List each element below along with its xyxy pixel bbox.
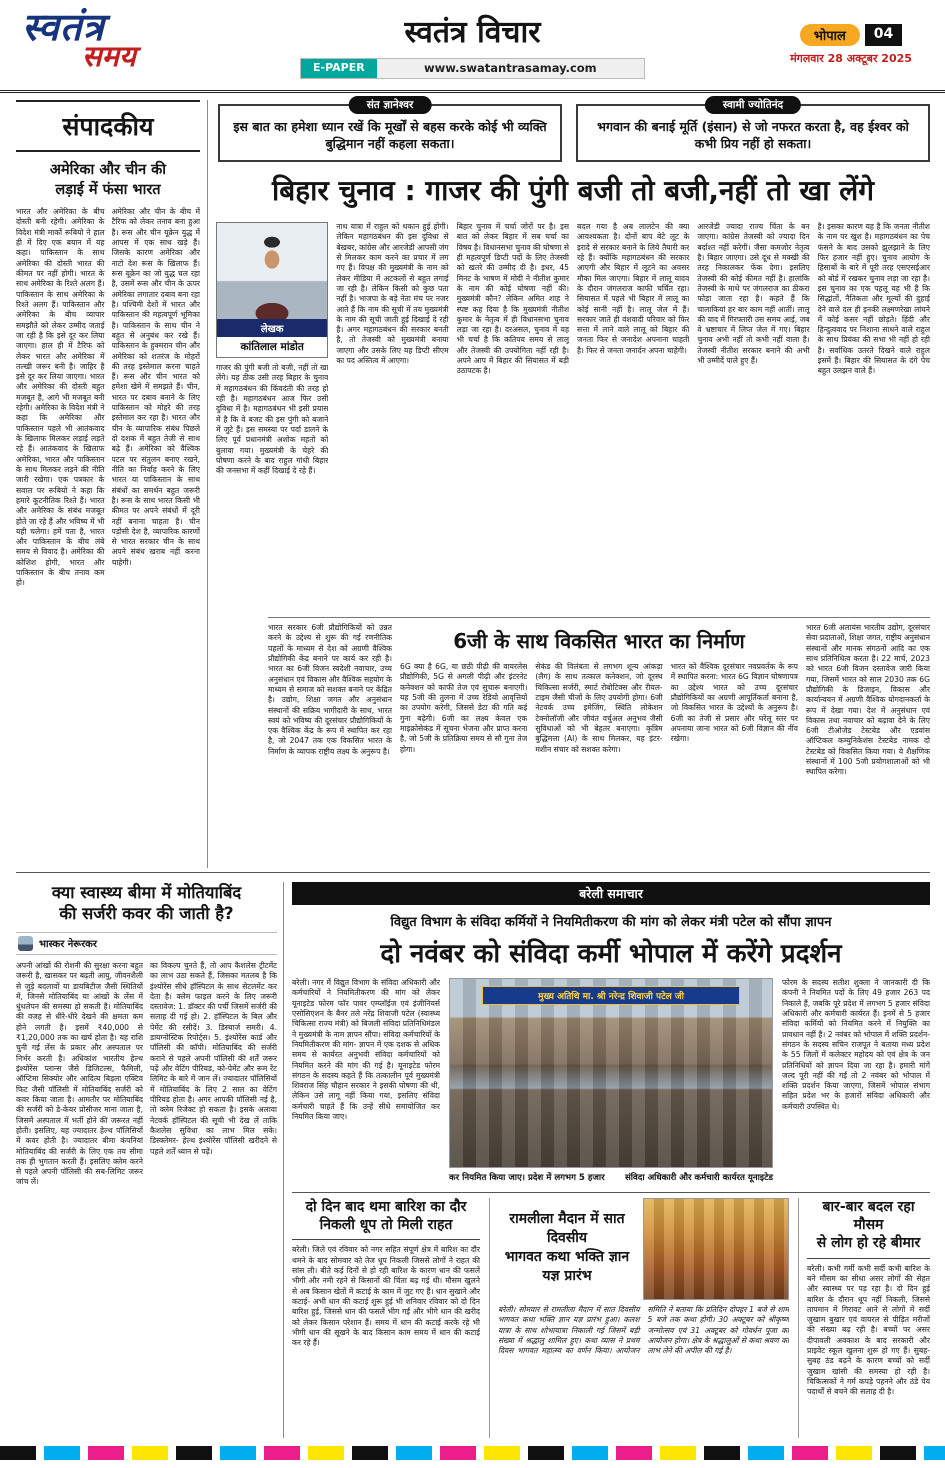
edition-date: मंगलवार 28 अक्टूबर 2025 <box>790 52 912 65</box>
photo-banner-text: मुख्य अतिथि मा. श्री नरेन्द्र शिवाजी पटेल जी <box>482 986 740 1005</box>
quote-source-right: स्वामी ज्योतिनंद <box>705 96 801 114</box>
weather-body: बरेली। कभी गर्मी कभी सर्दी कभी बारिश के बने मौसम का सीधा असर लोगों की सेहत और स्वास्थ्य पर पड़ रहा है। दो दिन हुई बारिश के दौरान धूप नहीं निकली, जिससे तापमान में गिरावट आने से लोगों में सर्दी जुखाम बुखार एवं वायरल से पीड़ित मरीजों की संख्या बढ़ रही है। बच्चों पर असर दीपावली अवकाश के बाद सरकारी और प्राइवेट स्कूल खुलना शुरू हो गए हैं। सुबह-सुबह ठंड बढ़ने के कारण बच्चों को सर्दी जुखाम खांसी की समस्या हो रही है। चिकित्सकों ने गर्म कपड़े पहनने और ठंडे पेय पदार्थों से बचने की सलाह दी है। <box>807 1263 930 1397</box>
editorial-headline-line2: लड़ाई में फंसा भारत <box>55 181 161 198</box>
print-color-bar <box>0 1446 945 1460</box>
weather-headline-line1: बार-बार बदल रहा मौसम <box>822 1199 915 1234</box>
sixg-article <box>268 617 930 868</box>
author-card <box>216 222 328 358</box>
ramlila-body: बरेली। सोमवार से रामलीला मैदान में सात दिवसीय भागवत कथा भक्ति ज्ञान यज्ञ प्रारंभ हुआ। कलश यात्रा के साथ शोभायात्रा निकाली गई जिसमें बड़ी संख्या में श्रद्धालु शामिल हुए। कथा व्यास ने प्रथम दिवस भागवत महात्म्य का वर्णन किया। आयोजन समिति ने बताया कि प्रतिदिन दोपहर 1 बजे से शाम 5 बजे तक कथा होगी। 30 अक्टूबर को श्रीकृष्ण जन्मोत्सव एवं 31 अक्टूबर को गोवर्धन पूजा का आयोजन होगा। क्षेत्र के श्रद्धालुओं से कथा श्रवण का लाभ लेने की अपील की गई है। <box>498 1305 789 1356</box>
bareilly-col-left: बरेली। नगर में विद्युत विभाग के संविदा अधिकारी और कर्मचारियों ने नियमितीकरण की मांग को लेकर यूनाइटेड फोरम फॉर पावर एम्प्लॉईज एवं इंजीनियर्स एसोसिएशन के बैनर तले नरेंद्र शिवाजी पटेल (स्वास्थ्य चिकित्सा राज्य मंत्री) को बिजली संविदा प्रतिनिधिमंडल ने मुख्यमंत्री के नाम ज्ञापन सौंपा। संविदा कर्मचारियों के नियमितीकरण की मांग- ज्ञापन में एक दशक से अधिक समय से कार्यरत अनुभवी संविदा कर्मचारियों को नियमित करने की मांग की गई है। यूनाइटेड फोरम संगठन के सदस्य कहते हैं कि तत्कालीन पूर्व मुख्यमंत्री शिवराज सिंह चौहान सरकार ने इसकी घोषणा की थी, लेकिन उसे लागू नहीं किया गया, इसलिए संविदा कर्मचारी चाहते हैं कि उन्हें सीधे समायोजित कर नियमित किया जाए। <box>292 978 440 1122</box>
bareilly-body <box>292 978 930 1190</box>
health-headline <box>16 882 277 925</box>
photo-caption-left: कर नियमित किया जाए। प्रदेश में लगभग 5 हजार <box>449 1173 605 1183</box>
bareilly-headline: दो नवंबर को संविदा कर्मी भोपाल में करेंगे प्रदर्शन <box>380 939 842 969</box>
page-number: 04 <box>865 24 902 46</box>
ramlila-photo <box>643 1198 789 1300</box>
lead-column-1-wrap <box>216 222 328 612</box>
author-photo <box>217 223 327 319</box>
rain-headline-line1: दो दिन बाद थमा बारिश का दौर <box>305 1199 467 1215</box>
website-link[interactable]: www.swatantrasamay.com <box>377 59 644 78</box>
masthead-center <box>300 10 645 79</box>
rain-article <box>292 1198 480 1438</box>
photo-caption <box>449 1171 773 1183</box>
lead-col-5: आरजेडी ज्यादा राज्य चिंता के बन जाएगा। कांग्रेस तेजस्वी को ज्यादा दिन बर्दाश्त नहीं करेगी। जैसा कमजोर नेतृत्व है। बिहार जाएगा। उसे दूध से मक्खी की तरह निकालकर फेंक देगा। इसलिए तेजस्वी की कोई कीमत नहीं है। हालांकि तेजस्वी के माथे पर जंगलराज का ठीकरा फोड़ा जाता रहा है। कहते हैं कि चालाकियां हर बार काम नहीं आतीं। लालू की याद में गिरफ्तारी उस समय आई, जब वे भ्रष्टाचार में लिप्त जेल में गए। बिहार चुनाव अभी नहीं तो कभी नहीं वाला है। तेजस्वी नीतीश सरकार बनाने की अभी भी उम्मीदें पाले हुए हैं। <box>697 222 810 366</box>
ramlila-headline-line2: भागवत कथा भक्ति ज्ञान यज्ञ प्रारंभ <box>504 1248 630 1284</box>
masthead-right <box>771 24 931 66</box>
editorial-headline-line1: अमेरिका और चीन की <box>49 162 167 178</box>
sixg-col-mid2: सेकंड की विलंबता से लगभग शून्य आंकड़ा (लैग) के साथ तत्काल कनेक्शन, जो दूरस्थ चिकित्सा सर्जरी, स्मार्ट रोबोटिक्स और रीयल-टाइम जैसी चीजों के लिए उपयोगी होगा। 6जी नेटवर्क उच्च इमेजिंग, स्थिति लोकेशन टेक्नोलॉजी और जीवंत वर्चुअल अनुभव जैसी सुविधाओं को भी बेहतर बनाएगा। कृत्रिम बुद्धिमत्ता (AI) के साथ मिलकर, यह इंटर-मशीन संचार को सशक्त करेगा। <box>535 662 663 754</box>
reporter-name: भास्कर नेरूरकर <box>39 939 97 951</box>
quote-box-swami-jyotinand <box>576 99 930 162</box>
quote-row <box>218 99 930 162</box>
editorial-col-2: अमेरिका और चीन के बीच में टैरिफ को लेकर तनाव बना हुआ है। रूस और चीन यूक्रेन युद्ध में आपस में एक साथ खड़े हैं। जिसके कारण अमेरिका और नाटो देश रूस के खिलाफ हैं। रूस यूक्रेन का जो युद्ध चल रहा है, उसमें रूस और चीन के ऊपर अमेरिका लगातार दबाव बना रहा है। पश्चिमी देशों में भारत और पाकिस्तान की महत्वपूर्ण भूमिका है। पाकिस्तान के साथ चीन ने बहुत से अनुबंध कर रखे हैं। पाकिस्तान के हुक्मरान चीन और अमेरिका को शतरंज के मोहरों की तरह इस्तेमाल करना चाहते हैं। रूस और चीन भारत को हमेशा खेमे में समझते हैं। चीन, भारत पर दबाव बनाने के लिए पाकिस्तान को मोहरे की तरह इस्तेमाल कर रहा है। भारत और चीन के व्यापारिक संबंध पिछले दो दशक में बहुत तेजी से साथ बढ़े हैं। अमेरिका को वैश्विक पटल पर संतुलन बनाए रखने, नीति का निर्वाह करने के लिए भारत या पाकिस्तान के साथ संबंधों का समर्थन बहुत जरूरी है। रूस के साथ भारत किसी भी कीमत पर अपने संबंधों में दूरी नहीं बनाना चाहता है। चीन पड़ोसी देश है, व्यापारिक कारणों से भारत सरकार चीन के साथ अपने संबंध खराब नहीं करना चाहेगी। <box>111 207 200 567</box>
masthead <box>0 0 945 93</box>
logo-line1: स्वतंत्र <box>22 5 105 49</box>
bareilly-photo-wrap <box>449 978 773 1190</box>
editorial-section-title: संपादकीय <box>16 100 200 152</box>
weather-headline <box>807 1198 930 1259</box>
editorial-section <box>16 100 208 868</box>
byline <box>16 932 277 955</box>
author-label: लेखक <box>217 319 327 337</box>
group-photo <box>449 978 773 1168</box>
health-headline-line2: की सर्जरी कवर की जाती है? <box>59 904 234 924</box>
sixg-col-mid3: भारत को वैश्विक दूरसंचार नवप्रवर्तक के रूप में स्थापित करना: भारत 6G विज्ञान घोषणापत्र का उद्देश्य भारत को उच्च दूरसंचार प्रौद्योगिकियों का अग्रणी आपूर्तिकर्ता बनाना है, जो विकसित भारत के उद्देश्यों के अनुरूप है। 6जी का तेजी से प्रसार और घरेलू स्तर पर अपनाया जाना भारत को 6जी विज्ञान की नींव रखेगा। <box>670 662 798 744</box>
sixg-mid-columns <box>400 662 798 868</box>
editorial-headline <box>16 161 200 200</box>
bareilly-section-title: बरेली समाचार <box>292 882 930 905</box>
reporter-avatar-icon <box>18 936 33 951</box>
lead-col-3: बिहार चुनाव में चर्चा जोरों पर है। इस बात को लेकर बिहार में सब चर्चा का विषय है। विधानसभा चुनाव की घोषणा से ही महत्वपूर्ण डिप्टी पदों के लिए तेजस्वी को खतरे की उम्मीद दी है। इधर, 45 मिनट के भाषण में मोदी ने नीतीश कुमार के नाम की कोई घोषणा नहीं की। मुख्यमंत्री कौन? लेकिन अमित शाह ने स्पष्ट कह दिया है कि मुख्यमंत्री नीतीश कुमार के नेतृत्व में ही विधानसभा चुनाव लड़ा जा रहा है। दरअसल, चुनाव में यह भी चर्चा है कि कतिपय समय से लालू और तेजस्वी की उपयोगिता नहीं रही है। अपने आप में बिहार की सियासत में बड़ी उठापटक है। <box>456 222 569 376</box>
editorial-body <box>16 207 200 868</box>
sixg-middle <box>400 623 798 868</box>
rain-headline <box>292 1198 480 1240</box>
lead-col-1: गाजर की पुंगी बजी तो बजी, नहीं तो खा लेंगे। यह ठीक उसी तरह बिहार के चुनाव में महागठबंधन की किंवदंती की तरह हो रही है। महागठबंधन आज फिर उसी दुविधा में है। महागठबंधन भी इसी प्रयास में है कि वे बजट की इस पुंगी को बजाने में जुटे हैं। इस समस्या पर पर्दा डालने के लिए पूर्व प्रधानमंत्री अशोक महतो को बुलावा गया। मुख्यमंत्री के चेहरे की घोषणा करने के बाद राहुल गांधी बिहार की जनसभा में कहीं दिखाई दे रहे हैं। <box>216 363 329 476</box>
lead-article-body <box>216 222 930 612</box>
health-article <box>16 882 284 1438</box>
bottom-row-divider <box>292 1192 930 1193</box>
ramlila-headline <box>498 1198 636 1300</box>
epaper-label: E-PAPER <box>301 59 377 78</box>
section-divider <box>16 872 930 873</box>
photo-caption-right: संविदा अधिकारी और कर्मचारी कार्यरत यूनाइटेड <box>624 1173 773 1183</box>
sixg-col-right: भारत 6जी अलायंस भारतीय उद्योग, दूरसंचार सेवा प्रदाताओं, शिक्षा जगत, राष्ट्रीय अनुसंधान संस्थानों और मानक संगठनों आदि का एक साथ प्रतिनिधित्व करता है। 22 मार्च, 2023 को भारत 6जी विजन दस्तावेज जारी किया गया, जिसमें भारत को साल 2030 तक 6G प्रौद्योगिकी के डिजाइन, विकास और कार्यान्वयन में अग्रणी वैश्विक योगदानकर्ता के रूप में देखा गया। देश में अनुसंधान एवं विकास तथा नवाचार को बढ़ावा देने के लिए 6जी टीओजेड टेस्टबेड और एडवांस ऑप्टिकल कम्युनिकेशंस टेस्टबेड नामक दो टेस्टबेड को विकसित किया गया। ये शैक्षणिक संस्थानों में 100 5जी प्रयोगशालाओं को भी स्थापित करेगा। <box>806 623 930 777</box>
sixg-headline: 6जी के साथ विकसित भारत का निर्माण <box>453 629 745 653</box>
ramlila-top <box>498 1198 789 1300</box>
ramlila-headline-line1: रामलीला मैदान में सात दिवसीय <box>509 1211 625 1246</box>
lead-headline: बिहार चुनाव : गाजर की पुंगी बजी तो बजी,नहीं तो खा लेंगे <box>272 174 874 207</box>
bareilly-strap: विद्युत विभाग के संविदा कर्मियों ने नियमितीकरण की मांग को लेकर मंत्री पटेल को सौंपा ज्ञापन <box>390 915 832 930</box>
bareilly-section <box>292 882 930 1190</box>
lead-col-2: नाथ यात्रा में राहुल को थकान हुई होगी। लेकिन महागठबंधन की इस दुविधा से बेखबर, कांग्रेस और आरजेडी आपसी जंग से मिलकर काम करने का प्रचार में लग गए हैं। विपक्ष की मुख्यमंत्री के नाम को लेकर मीडिया में अटकलों से बहुत लगाई जा रही है। लेकिन किसी को कुछ पता नहीं है। भाजपा के बड़े नेता मंच पर नजर आते हैं कि नाम की सूची में तय मुख्यमंत्री के नाम की सूची जाती हुई दिखाई दे रही है। अगर महागठबंधन की सरकार बनती है, तो तेजस्वी को मुख्यमंत्री बनाया जाएगा और उसके लिए यह डिप्टी सीएम का पद अस्तित्व में आएगा। <box>336 222 449 366</box>
editorial-col-1: भारत और अमेरिका के बीच दोस्ती बनी रहेगी। अमेरिका के विदेश मंत्री मार्को रूबियो ने हाल ही में दिए एक बयान में यह कहा। पाकिस्तान के साथ अमेरिका की दोस्ती भारत की कीमत पर नहीं होगी। भारत के साथ अमेरिका के रिश्ते अलग हैं। पाकिस्तान के साथ अमेरिका के रिश्ते अलग हैं। पाकिस्तान और अमेरिका के बीच व्यापार समझौते को लेकर उम्मीद जताई जा रही है कि इसे दूर कर लिया जाएगा। हाल ही में टैरिफ को लेकर भारत और अमेरिका में तल्खी जरूर बनी है। जाहिर है इसे दूर कर लिया जाएगा। भारत और अमेरिका की दोस्ती बहुत मजबूत है, आगे भी मजबूत बनी रहेगी। अमेरिका के विदेश मंत्री ने कहा कि अमेरिका और पाकिस्तान पहले भी आतंकवाद के खिलाफ मिलकर लड़ाई लड़ते रहे हैं। आतंकवाद के खिलाफ अमेरिका, भारत और पाकिस्तान के साथ मिलकर लड़ने की नीति जारी रखेगा। एक पत्रकार के सवाल पर रूबियो ने कहा कि हमारे कूटनीतिक रिश्ते हैं। भारत और अमेरिका के संबंध मजबूत होते जा रहे हैं और भविष्य में भी यही चलेगा। हमें पता है, भारत और पाकिस्तान के बीच लंबे समय से विवाद है। अमेरिका की कोशिश होगी, भारत और पाकिस्तान के बीच तनाव कम हो। <box>16 207 105 588</box>
quote-text-left: इस बात का हमेशा ध्यान रखें कि मूर्खों से बहस करके कोई भी व्यक्ति बुद्धिमान नहीं कहला सकता। <box>233 119 547 151</box>
quote-text-right: भगवान की बनाई मूर्ति (इंसान) से जो नफरत करता है, वह ईश्वर को कभी प्रिय नहीं हो सकता। <box>597 119 909 151</box>
city-badge: भोपाल <box>800 24 860 46</box>
rain-headline-line2: निकली धूप तो मिली राहत <box>319 1217 453 1234</box>
edition-title: स्वतंत्र विचार <box>404 15 541 50</box>
paper-logo <box>22 5 222 73</box>
weather-headline-line2: से लोग हो रहे बीमार <box>816 1235 921 1252</box>
sixg-col-left: भारत सरकार 6जी प्रौद्योगिकियों को उन्नत करने के उद्देश्य से शुरू की गई रणनीतिक पहलों के माध्यम से देश को अग्रणी वैश्विक प्रौद्योगिकी केंद्र बनाने पर कार्य कर रही है। भारत का 6जी विजन स्वदेशी नवाचार, उच्च अनुसंधान एवं विकास और वैश्विक सहयोग के माध्यम से समाज को सशक्त बनाने पर केंद्रित है। उद्योग, शिक्षा जगत और अनुसंधान संस्थानों की सक्रिय भागीदारी के साथ, भारत स्वयं को भविष्य की दूरसंचार प्रौद्योगिकियों के एक वैश्विक केंद्र के रूप में स्थापित कर रहा है, जो 2047 तक एक विकसित भारत के निर्माण के व्यापक राष्ट्रीय लक्ष्य के अनुरूप है। <box>268 623 392 756</box>
weather-article <box>798 1198 930 1438</box>
quote-box-sant-gyaneshwar <box>218 99 562 162</box>
bareilly-col-right: फोरम के सदस्य सतीश शुक्ला ने जानकारी दी कि कंपनी ने नियमित पदों के लिए 49 हजार 263 पद निकाले हैं, जबकि पूरे प्रदेश में लगभग 5 हजार संविदा अधिकारी और कर्मचारी कार्यरत हैं। इनमें से 5 हजार संविदा कर्मियों को नियमित करने में नियुक्ति का प्रावधान नहीं है। 2 नवंबर को भोपाल में शक्ति प्रदर्शन- संगठन के सदस्य सचिन राजपूत ने बताया मध्य प्रदेश के 55 जिलों में कलेक्टर महोदय को एवं क्षेत्र के जन प्रतिनिधियों को ज्ञापन दिया जा रहा है। हमारी मांगें जल्द पूरी नहीं की गईं तो 2 नवंबर को भोपाल में शक्ति प्रदर्शन किया जाएगा, जिसमें भोपाल संभाग सहित प्रदेश भर के हजारों संविदा अधिकारी और कर्मचारी उपस्थित थे। <box>782 978 930 1111</box>
health-headline-line1: क्या स्वास्थ्य बीमा में मोतियाबिंद <box>51 883 242 902</box>
lead-col-6: है। इसका कारण यह है कि जनता नीतीश के नाम पर खुश है। महागठबंधन का पेच फंसने के बाद उसको झुलझाने के लिए फिर हजार नहीं हुए। चुनाव आयोग के हिसाबों के बारे में पूरी तरह एसएसईआर को बोर्ड में रखकर चुनाव लड़ा जा रहा है। इस चुनाव का एक पहलू यह भी है कि सिद्धांतों, नैतिकता और मूल्यों की दुहाई देने वाले दल ही इनकी लक्ष्मणरेखा लांघने में कोई कसर नहीं छोड़ते। हिंदी और हिन्दुत्ववाद पर निशाना साधने वाले राहुल के साथ प्रियंका की सभा भी नहीं हो रही है। सर्वाधिक उतरते दिखने वाले राहुल इसमें हैं। बिहार की सियासत के दंगे पेच बहुत उलझन वाले हैं। <box>817 222 930 376</box>
rain-body: बरेली। जिले एवं रविवार को नगर सहित संपूर्ण क्षेत्र में बारिश का दौर थमने के बाद सोमवार को तेज धूप निकली जिससे लोगों ने राहत की सांस ली। बीते कई दिनों से हो रही बारिश के कारण धान की फसलें भीगी और नमी रहने से किसानों की चिंता बढ़ गई थी। मौसम खुलने से अब किसान खेतों में कटाई के काम में जुट गए हैं। धान सुखाने और कटाई- अभी धान की कटाई शुरू हुई भी शनिवार रविवार को दो दिन बारिश हुई, जिससे धान की फसलें भीग गईं और भीगे धान की खरीद को लेकर किसान परेशान हैं। समय में धान की कटाई करके रहे भी भीगी धान की सूखने के बाद किसान काम समय में धान की कटाई कर रहे हैं। <box>292 1245 480 1348</box>
ramlila-article <box>489 1198 789 1438</box>
badge-row <box>771 24 931 46</box>
health-col-2: का विकल्प चुनते हैं, तो आप कैशलेस ट्रीटमेंट का लाभ उठा सकते हैं, जिसका मतलब है कि इंश्योरेंस सीधे हॉस्पिटल के साथ सेटलमेंट कर देता है। क्लेम फाइल करने के लिए जरूरी दस्तावेज: 1. डॉक्टर की पर्ची जिसमें सर्जरी की सलाह दी गई हो। 2. हॉस्पिटल के बिल और पेमेंट की रसीदें। 3. डिस्चार्ज समरी। 4. डायग्नोस्टिक रिपोर्ट्स। 5. इंश्योरेंस कार्ड और पॉलिसी की कॉपी। मोतियाबिंद की सर्जरी कराने से पहले अपनी पॉलिसी की शर्तें जरूर पढ़ें और वेटिंग पीरियड, को-पेमेंट और रूम रेंट लिमिट के बारे में जान लें। ज्यादातर पॉलिसियों में मोतियाबिंद के लिए 2 साल का वेटिंग पीरियड होता है। अगर आपकी पॉलिसी नई है, तो क्लेम रिजेक्ट हो सकता है। इसके अलावा नेटवर्क हॉस्पिटल की सूची भी देख लें ताकि कैशलेस सुविधा का लाभ मिल सके। डिस्क्लेमर- हेल्थ इंश्योरेंस पॉलिसी खरीदने से पहले शर्तें ध्यान से पढ़ें। <box>150 960 277 1156</box>
quote-source-left: संत ज्ञानेश्वर <box>349 96 432 114</box>
lead-col-4: बदल गया है अब लालटेन की क्या आवश्यकता है। दोनों बाप बेटे लूट के इरादे से सरकार बनाने के लिये तैयारी कर रहे हैं। क्योंकि महागठबंधन की सरकार आएगी और बिहार में लूटने का अवसर मौका मिल जाएगा। बिहार में लालू यादव के दौरान जंगलराज काफी चर्चित रहा। सियासत में पहले भी बिहार में लालू का कोई सानी नहीं है। लालू जेल में हैं। सरकार जाते ही वंशवादी परिवार को फिर सत्ता में लाने वाले लालू को बिहार की जनता फिर से जनादेश अपनाना चाहती है। फिर से जनता जनार्दन अपना चाहेगी। <box>576 222 690 355</box>
health-col-1: अपनी आंखों की रोशनी की सुरक्षा करना बहुत जरूरी है, खासकर पर बढ़ती आयु, जीवनशैली से जुड़े बदलावों या डायबिटीज जैसी स्थितियों में, जिनसे मोतियाबिंद या आंखों के लेंस में धुंधलेपन की समस्या हो सकती है। मोतियाबिंद की वजह से धीरे-धीरे देखने की क्षमता कम होने लगती है। इसमें ₹40,000 से ₹1,20,000 तक का खर्च होता है। यह राशि चुनी गई लेंस के प्रकार और अस्पताल पर निर्भर करती है। अधिकांश भारतीय हेल्थ इंश्योरेंस प्लान्स जैसे डिजिटल्स, फैमिली, ऑप्टिमा सिक्योर और आदित्य बिड़ला एक्टिव फिट जैसी पॉलिसी में मोतियाबिंद सर्जरी को कवर किया जाता है। आमतौर पर मोतियाबिंद की सर्जरी को डे-केयर प्रोसीजर माना जाता है, जिसमें अस्पताल में भर्ती होने की जरूरत नहीं होती। इसलिए, यह ज्यादातर हेल्थ पॉलिसियों में कवर होती है। ज्यादातर बीमा कंपनियां मोतियाबिंद की सर्जरी के लिए एक तय सीमा तक ही भुगतान करती हैं। इसलिए क्लेम करने से पहले अपनी पॉलिसी की सब-लिमिट जरूर जांच लें। <box>16 960 143 1187</box>
epaper-bar <box>300 58 645 79</box>
health-body <box>16 961 277 1438</box>
sixg-col-mid1: 6G क्या है 6G, या छठी पीढ़ी की वायरलेस प्रौद्योगिकी, 5G से अगली पीढ़ी और इंटरनेट कनेक्शन को काफी तेज एवं सुचारू बनाएगी। यह 5जी की तुलना में उच्च रेडियो आवृत्तियों का उपयोग करेगी, जिससे डेटा की गति कई गुना बढ़ेगी। 6जी का लक्ष्य केवल एक माइक्रोसेकंड में सूचना भेजना और प्राप्त करना है, जो 5जी के प्रतिक्रिया समय से सौ गुना तेज होगा। <box>400 662 528 754</box>
author-name: कांतिलाल मांडोत <box>240 341 304 353</box>
logo-line2: समय <box>82 39 136 73</box>
